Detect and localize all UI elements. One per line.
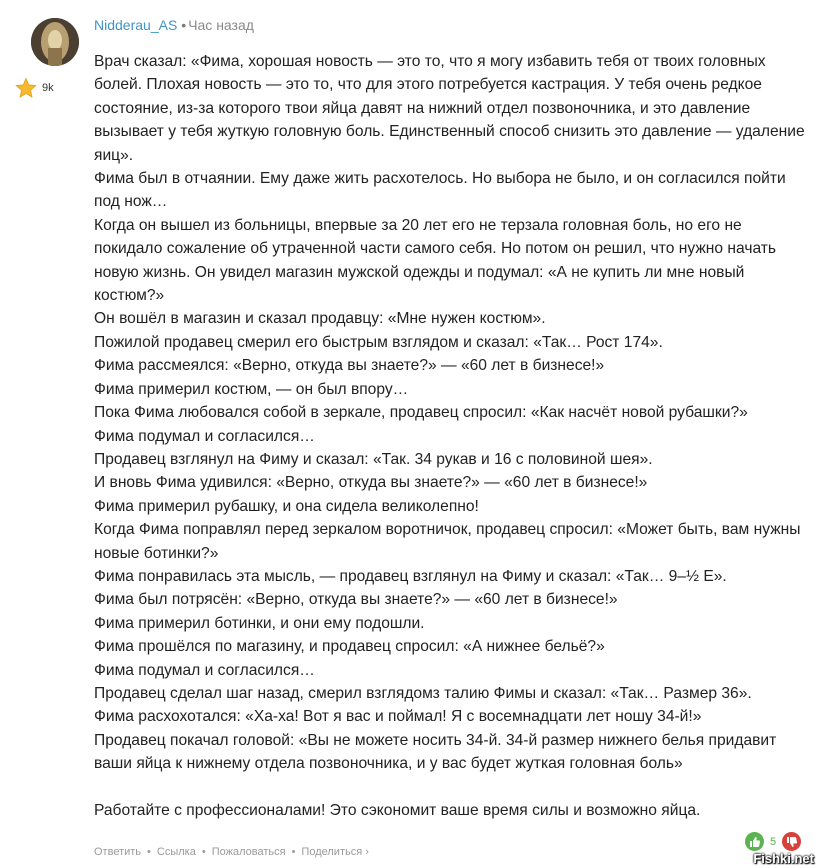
rating-value: 9k — [42, 82, 54, 94]
comment-line: Фима понравилась эта мысль, — продавец взглянул на Фиму и сказал: «Так… 9–½ Е». — [94, 567, 727, 585]
star-icon — [15, 77, 37, 99]
comment-body — [94, 50, 806, 822]
comment-header — [94, 15, 254, 35]
comment-line: Пожилой продавец смерил его быстрым взглядом и сказал: «Так… Рост 174». — [94, 333, 663, 351]
share-link[interactable]: Поделиться › — [301, 846, 369, 858]
comment-line: Фима был потрясён: «Верно, откуда вы знаете?» — «60 лет в бизнесе!» — [94, 591, 618, 609]
comment-line: Фима примерил ботинки, и они ему подошли. — [94, 614, 425, 632]
vote-count: 5 — [770, 835, 777, 848]
user-rating — [15, 77, 54, 99]
footer-separator: • — [201, 846, 206, 858]
comment-line: Продавец сделал шаг назад, смерил взглядомз талию Фимы и сказал: «Так… Размер 36». — [94, 684, 752, 702]
vote-controls — [745, 832, 801, 851]
avatar[interactable] — [31, 18, 79, 66]
downvote-button[interactable] — [782, 832, 801, 851]
comment-line: Продавец взглянул на Фиму и сказал: «Так. 34 рукав и 16 с половиной шея». — [94, 450, 653, 468]
avatar-image — [31, 18, 79, 66]
reply-link[interactable]: Ответить — [94, 846, 142, 858]
comment-time: Час назад — [188, 17, 254, 33]
site-watermark: Fishki.net — [753, 851, 814, 866]
comment-line: Когда Фима поправлял перед зеркалом воротничок, продавец спросил: «Может быть, вам нужны новые ботинки?» — [94, 521, 801, 562]
comment-line: Фима примерил костюм, — он был впору… — [94, 380, 409, 398]
header-separator: • — [181, 17, 187, 33]
footer-separator: • — [147, 846, 151, 858]
thumbs-down-icon — [786, 836, 798, 848]
comment-line: Фима прошёлся по магазину, и продавец спросил: «А нижнее бельё?» — [94, 638, 605, 656]
comment-line: Врач сказал: «Фима, хорошая новость — это то, что я могу избавить тебя от твоих головных болей. Плохая новость — это то, что для этого потребуется кастрация. У тебя очень редкое состояние, из-за которого твои яйца давят на нижний отдел позвоночника, и это давление вызывает у тебя жуткую головную боль. Единственный способ снизить это давление — удаление яиц». — [94, 53, 805, 164]
comment-line: Фима был в отчаянии. Ему даже жить расхотелось. Но выбора не было, и он согласился пойти под нож… — [94, 170, 786, 211]
report-link[interactable]: Пожаловаться — [211, 846, 286, 858]
comment-actions — [94, 846, 369, 858]
username-link[interactable]: Nidderau_AS — [94, 17, 178, 33]
footer-separator: • — [291, 846, 296, 858]
comment-line: Пока Фима любовался собой в зеркале, продавец спросил: «Как насчёт новой рубашки?» — [94, 404, 748, 422]
comment-line: И вновь Фима удивился: «Верно, откуда вы знаете?» — «60 лет в бизнесе!» — [94, 474, 648, 492]
comment-line: Фима примерил рубашку, и она сидела великолепно! — [94, 497, 479, 515]
comment-line: Фима расхохотался: «Ха-ха! Вот я вас и поймал! Я с восемнадцати лет ношу 34-й!» — [94, 708, 702, 726]
permalink-link[interactable]: Ссылка — [156, 846, 196, 858]
comment-line: Он вошёл в магазин и сказал продавцу: «Мне нужен костюм». — [94, 310, 546, 328]
comment-line: Фима подумал и согласился… — [94, 661, 315, 679]
comment-line: Когда он вышел из больницы, впервые за 20 лет его не терзала головная боль, но его не покидало сожаление об утраченной части самого себя. Но потом он решил, что нужно начать новую жизнь. Он увидел магазин мужской одежды и подумал: «А не купить ли мне новый костюм?» — [94, 216, 777, 305]
comment-line: Фима рассмеялся: «Верно, откуда вы знаете?» — «60 лет в бизнесе!» — [94, 357, 605, 375]
upvote-button[interactable] — [745, 832, 764, 851]
comment-line: Фима подумал и согласился… — [94, 427, 315, 445]
comment-line: Продавец покачал головой: «Вы не можете носить 34-й. 34-й размер нижнего белья придавит ваши яйца к нижнему отдела позвоночника, и у вас будет жуткая головная боль» — [94, 731, 777, 773]
comment-final-line: Работайте с профессионалами! Это сэкономит ваше время силы и возможно яйца. — [94, 801, 701, 819]
thumbs-up-icon — [749, 836, 761, 848]
